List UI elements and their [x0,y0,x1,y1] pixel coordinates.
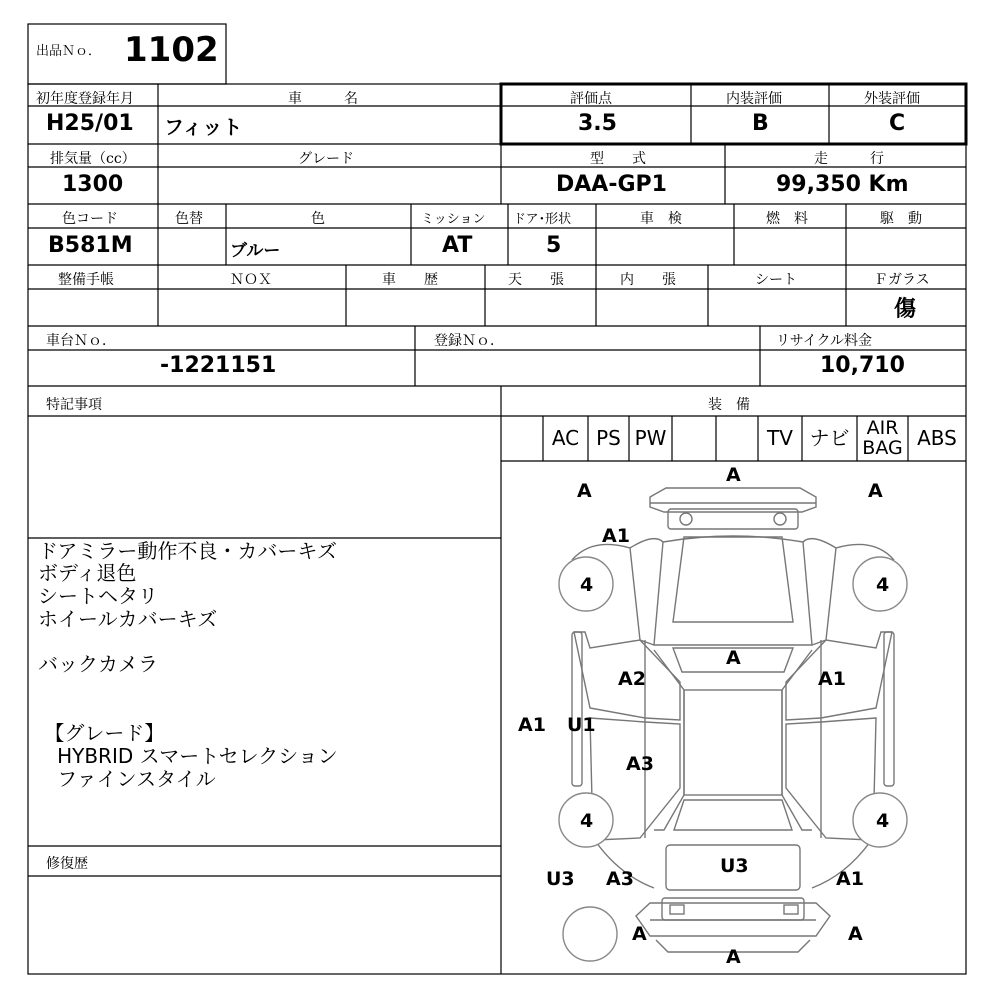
equipment-label: 装 備 [708,397,750,413]
remarks-line: ボディ退色 [38,561,137,585]
f-glass-label: Ｆガラス [874,272,930,288]
mark-rear-bumper-left: A [632,923,647,945]
lot-number: 1102 [124,30,219,70]
mark-rear-bumper-right: A [848,923,863,945]
mark-wheel-rear-right: 4 [876,810,890,832]
remarks-line: シートヘタリ [38,584,158,608]
color-value: ブルー [230,241,281,261]
transmission-value: AT [442,233,473,258]
remarks-line: ホイールカバーキズ [38,607,218,631]
door-shape-value: 5 [546,233,562,258]
interior-label: 内装評価 [726,91,782,107]
remarks-label: 特記事項 [46,397,102,413]
chassis-label: 車台Ｎｏ． [46,333,116,349]
equip-ps: PS [596,426,621,450]
equip-pw: PW [634,426,667,450]
mileage-value: 99,350 Km [776,172,909,197]
score-label: 評価点 [570,91,612,107]
seat-label: シート [755,272,797,288]
equip-navi: ナビ [809,426,850,450]
score-value: 3.5 [578,111,617,136]
remarks-line: HYBRID スマートセレクション [38,744,338,768]
mark-left-sill: U1 [567,714,596,736]
displacement-value: 1300 [62,172,124,197]
mark-wheel-rear-left: 4 [580,810,594,832]
nox-label: ＮＯＸ [230,272,272,288]
mark-wheel-front-left: 4 [580,574,594,596]
mark-left-front-door: A2 [618,668,646,690]
mark-left-rear-door: A3 [626,753,654,775]
color-label: 色 [311,211,325,227]
lot-label: 出品Ｎｏ． [36,44,102,59]
displacement-label: 排気量（cc） [50,151,136,167]
headliner-label: 内 張 [620,272,676,288]
exterior-value: C [889,111,906,136]
equip-airbag: AIR BAG [862,417,903,459]
chassis-value: -1221151 [160,353,277,378]
mark-tailgate: U3 [720,855,749,877]
interior-value: B [752,111,769,136]
first-reg-value: H25/01 [46,111,134,136]
car-name-value: フィット [164,115,243,139]
history-label: 車 歴 [382,272,438,288]
recycle-label: リサイクル料金 [776,333,873,349]
mark-front-left-corner: A [577,480,592,502]
registration-label: 登録Ｎｏ． [434,333,504,349]
repair-label: 修復歴 [46,856,88,872]
mark-rear-left-fender: A3 [606,868,634,890]
mark-front-left-fender: A1 [602,525,630,547]
remarks-line: ドアミラー動作不良・カバーキズ [38,539,337,563]
maintenance-label: 整備手帳 [58,272,114,288]
color-change-label: 色替 [175,211,203,227]
remarks-line: ファインスタイル [38,767,216,791]
first-reg-label: 初年度登録年月 [36,91,134,107]
remarks-line: バックカメラ [38,652,158,676]
mark-front-bumper: A [726,464,741,486]
mark-rear-left-corner: U3 [546,868,575,890]
mark-wheel-front-right: 4 [876,574,890,596]
sunroof-label: 天 張 [508,272,564,288]
equip-tv: TV [767,426,793,450]
model-value: DAA-GP1 [556,172,667,197]
mark-front-right-corner: A [868,480,883,502]
equip-ac: AC [551,426,580,450]
transmission-label: ミッション [421,212,486,227]
shaken-label: 車 検 [640,211,682,227]
f-glass-value: 傷 [894,297,917,322]
fuel-label: 燃 料 [766,211,808,227]
color-code-label: 色コード [62,211,118,227]
color-code-value: B581M [48,233,133,258]
mark-roof-front: A [726,647,741,669]
mark-left-side: A1 [518,714,546,736]
equip-abs: ABS [917,426,957,450]
recycle-value: 10,710 [820,353,905,378]
door-shape-label: ドア･形状 [513,212,572,227]
mileage-label: 走 行 [814,151,884,167]
drive-label: 駆 動 [880,211,922,227]
remarks-line: 【グレード】 [38,721,165,745]
exterior-label: 外装評価 [864,91,920,107]
car-name-label: 車 名 [288,91,358,107]
mark-rear-bumper: A [726,946,741,968]
mark-right-front-door: A1 [818,668,846,690]
mark-rear-right-fender: A1 [836,868,864,890]
model-label: 型 式 [590,151,646,167]
grade-label: グレード [298,151,354,167]
